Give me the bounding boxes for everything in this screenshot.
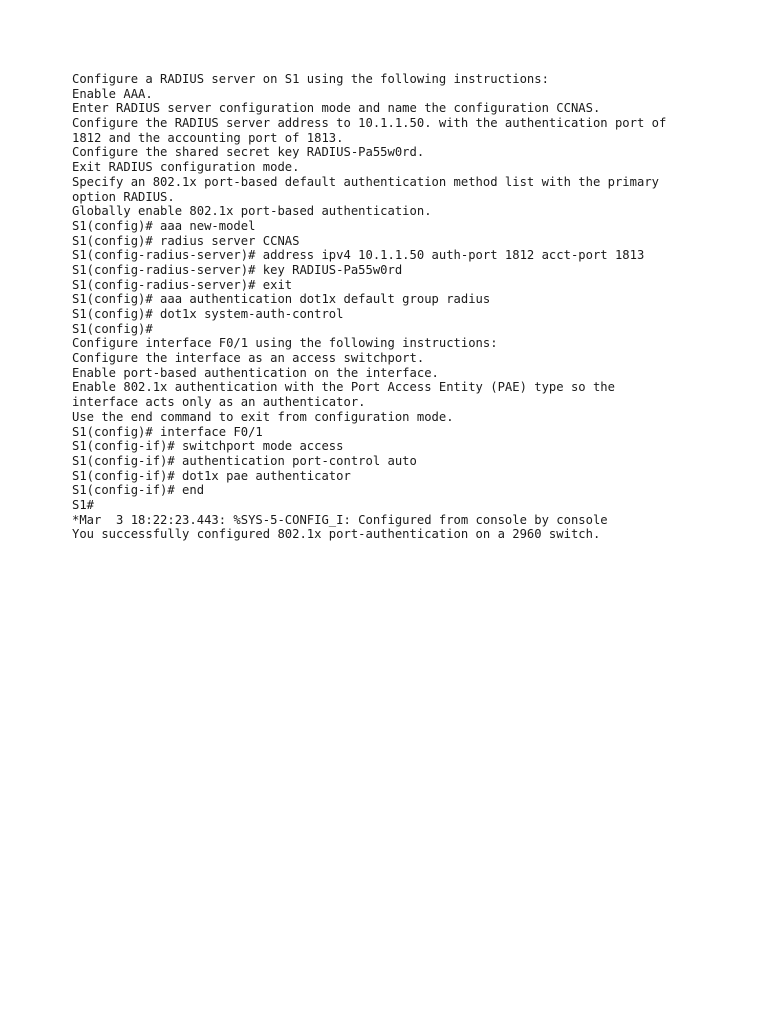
text-line: Enter RADIUS server configuration mode and name the configuration CCNAS. [72,101,601,116]
text-line: Exit RADIUS configuration mode. [72,160,300,175]
command-line: S1(config)# aaa authentication dot1x default group radius [72,292,491,307]
command-line: S1(config)# aaa new-model [72,218,256,233]
text-line: option RADIUS. [72,189,175,204]
text-line: Specify an 802.1x port-based default authentication method list with the primary [72,174,659,189]
text-line: Enable port-based authentication on the interface. [72,365,439,380]
command-line: S1# [72,497,95,512]
text-block [72,72,712,542]
command-line: S1(config-if)# dot1x pae authenticator [72,468,351,483]
text-line: Configure the RADIUS server address to 10.1.1.50. with the authentication port of [72,116,667,131]
text-line: interface acts only as an authenticator. [72,395,366,410]
command-line: S1(config)# dot1x system-auth-control [72,307,344,321]
log-message: *Mar 3 18:22:23.443: %SYS-5-CONFIG_I: Configured from console by console [72,512,608,527]
text-line: Enable AAA. [72,86,153,101]
command-line: S1(config)# [72,321,153,336]
text-line: 1812 and the accounting port of 1813. [72,130,344,145]
text-line: Configure the interface as an access switchport. [72,351,425,366]
command-line: S1(config-radius-server)# address ipv4 10.1.1.50 auth-port 1812 acct-port 1813 [72,248,645,263]
text-line: Configure a RADIUS server on S1 using the following instructions: [72,72,549,86]
command-line: S1(config-if)# switchport mode access [72,439,344,454]
command-line: S1(config-if)# end [72,483,205,498]
command-line: S1(config-if)# authentication port-control auto [72,453,417,468]
text-line: Configure interface F0/1 using the following instructions: [72,336,498,351]
text-line: Globally enable 802.1x port-based authentication. [72,204,432,219]
command-line: S1(config)# radius server CCNAS [72,233,300,248]
success-message: You successfully configured 802.1x port-authentication on a 2960 switch. [72,527,601,542]
command-line: S1(config-radius-server)# exit [72,277,293,292]
command-line: S1(config-radius-server)# key RADIUS-Pa55w0rd [72,262,403,277]
text-line: Use the end command to exit from configuration mode. [72,409,454,424]
text-line: Configure the shared secret key RADIUS-Pa55w0rd. [72,145,425,160]
text-line: Enable 802.1x authentication with the Port Access Entity (PAE) type so the [72,380,615,395]
command-line: S1(config)# interface F0/1 [72,424,263,439]
